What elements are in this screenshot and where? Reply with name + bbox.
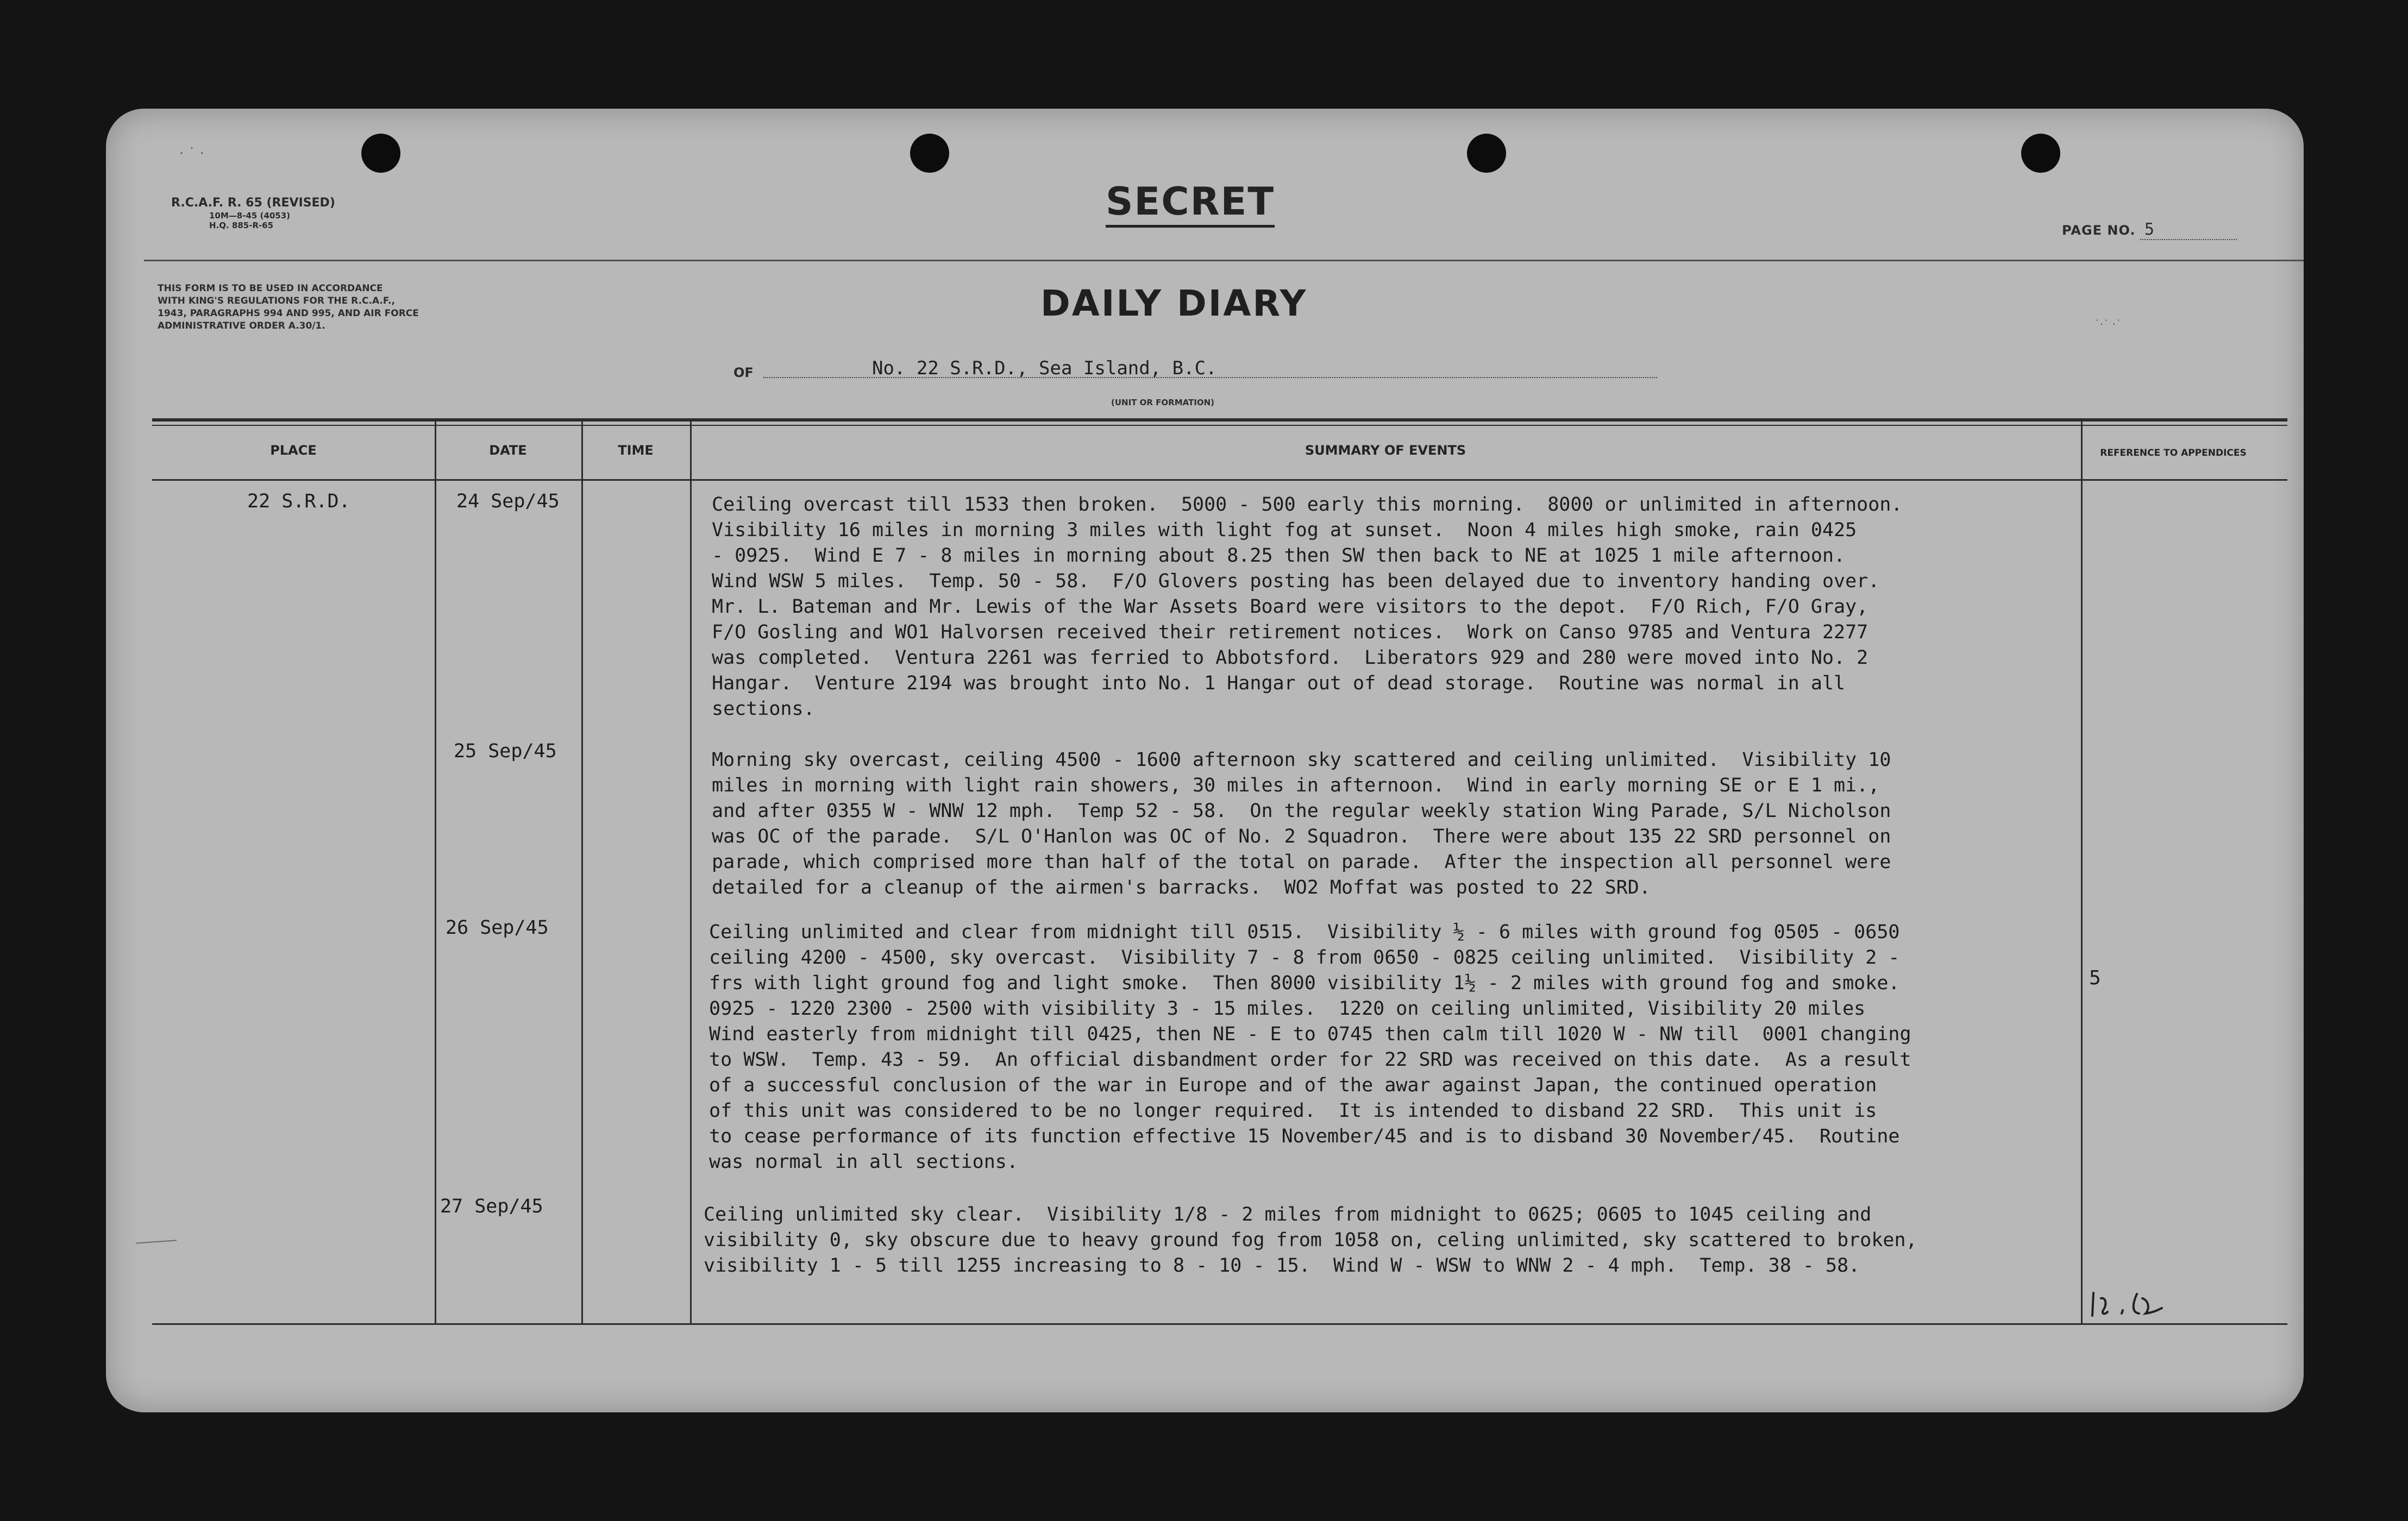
summary-line: - 0925. Wind E 7 - 8 miles in morning about 8.25 then SW then back to NE at 1025 1 mile afternoon. <box>712 545 1846 567</box>
summary-line: was OC of the parade. S/L O'Hanlon was OC of No. 2 Squadron. There were about 135 22 SRD personnel on <box>712 826 1891 847</box>
table-header-rule <box>152 479 2287 481</box>
form-code <box>171 196 335 231</box>
column-divider <box>435 422 436 1323</box>
summary-line: Wind easterly from midnight till 0425, then NE - E to 0745 then calm till 1020 W - NW till 0001 changing <box>709 1023 1911 1045</box>
summary-line: Ceiling overcast till 1533 then broken. 5000 - 500 early this morning. 8000 or unlimited in afternoon. <box>712 494 1903 516</box>
punch-hole <box>910 134 949 173</box>
column-divider <box>690 422 692 1323</box>
summary-line: Visibility 16 miles in morning 3 miles with light fog at sunset. Noon 4 miles high smoke, rain 0425 <box>712 519 1857 541</box>
table-top-rule <box>152 418 2287 422</box>
punch-hole <box>2021 134 2060 173</box>
summary-line: to cease performance of its function effective 15 November/45 and is to disband 30 November/45. Routine <box>709 1126 1900 1147</box>
column-divider <box>2081 422 2083 1323</box>
entry-summary <box>712 492 1902 722</box>
form-code-line: R.C.A.F. R. 65 (REVISED) <box>171 196 335 210</box>
classification-stamp: SECRET <box>1106 179 1275 228</box>
summary-line: of this unit was considered to be no longer required. It is intended to disband 22 SRD. This unit is <box>709 1100 1877 1122</box>
column-header-reference: REFERENCE TO APPENDICES <box>2100 448 2247 458</box>
entry-summary <box>712 747 1891 901</box>
handwritten-initials <box>2089 1282 2181 1320</box>
summary-line: Ceiling unlimited and clear from midnight till 0515. Visibility ½ - 6 miles with ground fog 0505 - 0650 <box>709 921 1900 943</box>
summary-line: Mr. L. Bateman and Mr. Lewis of the War Assets Board were visitors to the depot. F/O Rich, F/O Gray, <box>712 596 1868 618</box>
diary-sheet <box>106 109 2304 1412</box>
summary-line: to WSW. Temp. 43 - 59. An official disbandment order for 22 SRD was received on this date. As a result <box>709 1049 1911 1071</box>
summary-line: of a successful conclusion of the war in Europe and of the awar against Japan, the continued operation <box>709 1074 1877 1096</box>
form-code-line: H.Q. 885-R-65 <box>209 221 274 231</box>
entry-summary <box>709 920 1911 1175</box>
summary-line: detailed for a cleanup of the airmen's barracks. WO2 Moffat was posted to 22 SRD. <box>712 877 1651 898</box>
summary-line: miles in morning with light rain showers, 30 miles in afternoon. Wind in early morning SE or E 1 mi., <box>712 775 1880 796</box>
table-bottom-rule <box>152 1323 2287 1325</box>
summary-line: visibility 1 - 5 till 1255 increasing to 8 - 10 - 15. Wind W - WSW to WNW 2 - 4 mph. Temp. 38 - 58. <box>704 1255 1860 1277</box>
place-value: 22 S.R.D. <box>247 491 350 512</box>
entry-date: 27 Sep/45 <box>440 1196 543 1217</box>
column-header-place: PLACE <box>270 443 317 458</box>
pencil-marks: · ˙ · <box>179 146 205 162</box>
summary-line: visibility 0, sky obscure due to heavy ground fog from 1058 on, celing unlimited, sky scattered to broken, <box>704 1229 1917 1251</box>
summary-line: frs with light ground fog and light smoke. Then 8000 visibility 1½ - 2 miles with ground fog and smoke. <box>709 972 1900 994</box>
page-number-value: 5 <box>2140 220 2237 240</box>
header-rule <box>144 260 2304 261</box>
summary-line: was completed. Ventura 2261 was ferried to Abbotsford. Liberators 929 and 280 were moved into No. 2 <box>712 647 1868 669</box>
column-header-date: DATE <box>489 443 527 458</box>
unit-field <box>733 354 1657 381</box>
unit-caption: (UNIT OR FORMATION) <box>1111 398 1215 407</box>
column-header-time: TIME <box>618 443 654 458</box>
page-number-field <box>2062 220 2237 240</box>
summary-line: parade, which comprised more than half of the total on parade. After the inspection all personnel were <box>712 851 1891 873</box>
punch-hole <box>361 134 400 173</box>
summary-line: ceiling 4200 - 4500, sky overcast. Visibility 7 - 8 from 0650 - 0825 ceiling unlimited. Visibility 2 - <box>709 947 1900 969</box>
stray-marks: ˙·˙ ·˙ <box>2095 318 2122 331</box>
summary-line: sections. <box>712 698 815 720</box>
page-number-label: PAGE NO. <box>2062 223 2136 238</box>
column-divider <box>581 422 583 1323</box>
form-instruction: THIS FORM IS TO BE USED IN ACCORDANCE WITH KING'S REGULATIONS FOR THE R.C.A.F., 1943, PARAGRAPHS 994 AND 995, AND AIR FORCE ADMINISTRATIVE ORDER A.30/1. <box>158 283 419 331</box>
summary-line: Hangar. Venture 2194 was brought into No. 1 Hangar out of dead storage. Routine was normal in all <box>712 672 1846 694</box>
unit-value: No. 22 S.R.D., Sea Island, B.C. <box>872 357 1217 379</box>
summary-line: F/O Gosling and WO1 Halvorsen received their retirement notices. Work on Canso 9785 and Ventura 2277 <box>712 621 1868 643</box>
entry-date: 26 Sep/45 <box>446 917 549 939</box>
unit-label: OF <box>733 365 754 380</box>
appendix-reference: 5 <box>2089 967 2101 989</box>
punch-hole <box>1467 134 1506 173</box>
entry-date: 24 Sep/45 <box>456 491 560 512</box>
summary-line: Wind WSW 5 miles. Temp. 50 - 58. F/O Glovers posting has been delayed due to inventory handing over. <box>712 570 1880 592</box>
summary-line: was normal in all sections. <box>709 1151 1018 1173</box>
table-top-rule <box>152 425 2287 426</box>
form-code-line: 10M—8-45 (4053) <box>209 210 291 221</box>
summary-line: and after 0355 W - WNW 12 mph. Temp 52 - 58. On the regular weekly station Wing Parade, S/L Nicholson <box>712 800 1891 822</box>
entry-date: 25 Sep/45 <box>454 740 557 762</box>
summary-line: 0925 - 1220 2300 - 2500 with visibility 3 - 15 miles. 1220 on ceiling unlimited, Visibility 20 miles <box>709 998 1866 1020</box>
summary-line: Morning sky overcast, ceiling 4500 - 1600 afternoon sky scattered and ceiling unlimited. Visibility 10 <box>712 749 1891 771</box>
column-header-summary: SUMMARY OF EVENTS <box>1305 443 1466 458</box>
margin-mark <box>136 1240 177 1243</box>
page-title: DAILY DIARY <box>1040 282 1308 324</box>
entry-summary <box>704 1202 1917 1279</box>
summary-line: Ceiling unlimited sky clear. Visibility 1/8 - 2 miles from midnight to 0625; 0605 to 1045 ceiling and <box>704 1204 1872 1225</box>
